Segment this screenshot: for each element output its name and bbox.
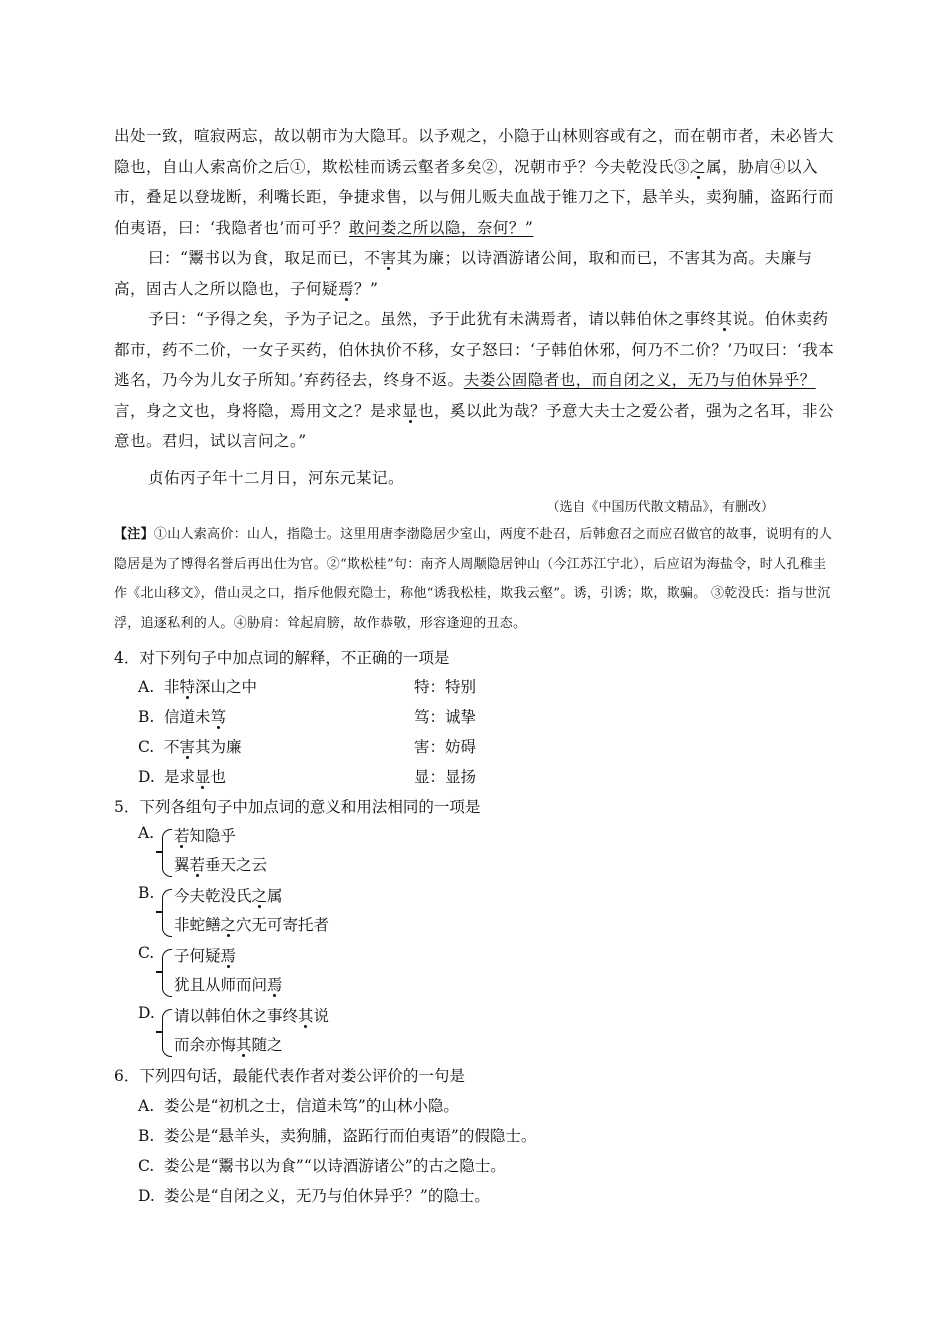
annotation-notes <box>114 520 839 638</box>
emphasis-char: 显 <box>402 401 419 420</box>
q5-option-b-line2: 非蛇鳝之穴无可寄托者 <box>174 916 330 934</box>
q4-option-b: B. 信道未笃 <box>138 708 227 726</box>
q6-option-b: B. 娄公是“悬羊头，卖狗脯，盗跖行而伯夷语”的假隐士。 <box>138 1127 537 1145</box>
q5-option-a-line2: 翼若垂天之云 <box>174 856 268 874</box>
q6-option-d: D. 娄公是“自闭之义，无乃与伯休异乎？”的隐士。 <box>138 1187 490 1205</box>
note-text: ①山人索高价：山人，指隐士。这里用唐李渤隐居少室山，两度不赴召，后韩愈召之而应召做官的故事，说明有的人隐居是为了博得名誉后再出仕为官。②“欺松桂”句：南齐人周颙隐居钟山（今江苏江宁北），后应诏为海盐令，时人孔稚圭作《北山移文》，借山灵之口，指斥他假充隐士，称他“诱我松桂，欺我云壑”。诱，引诱；欺，欺骗。 ③乾没氏：指与世沉浮，追逐私利的人。④胁肩：耸起肩膀，故作恭敬，形容逢迎的丑态。 <box>114 527 833 631</box>
question-4-stem: 4．对下列句子中加点词的解释，不正确的一项是 <box>114 649 450 667</box>
q4-option-d: D. 是求显也 <box>138 768 227 786</box>
brace-icon <box>162 1009 172 1057</box>
underlined-sentence: 夫娄公固隐者也，而自闭之义，无乃与伯休异乎？ <box>463 371 816 389</box>
q5-option-a-line1: 若知隐乎 <box>174 827 237 845</box>
q4-option-c: C. 不害其为廉 <box>138 738 242 756</box>
q5-option-d-line2: 而余亦悔其随之 <box>174 1036 283 1054</box>
passage-text: 言，身之文也，身将隐，焉用文之？是求 <box>114 401 403 420</box>
q5-option-c-letter: C. <box>138 944 155 962</box>
q5-option-b-letter: B. <box>138 884 155 902</box>
note-tag: 【注】 <box>114 527 154 542</box>
q6-option-c: C. 娄公是“鬻书以为食”“以诗酒游诸公”的古之隐士。 <box>138 1157 506 1175</box>
brace-icon <box>162 829 172 877</box>
passage-text: 予曰：“予得之矣，予为子记之。虽然，予于此犹有未满焉者，请以韩伯休之事终 <box>148 310 717 328</box>
emphasis-char: 害 <box>380 249 397 267</box>
q5-option-c-line2: 犹且从师而问焉 <box>174 976 283 994</box>
q4-option-a: A. 非特深山之中 <box>138 678 258 696</box>
source-citation: （选自《中国历代散文精品》，有删改） <box>546 500 774 515</box>
q4-option-a-gloss: 特：特别 <box>414 678 477 696</box>
q5-option-b-line1: 今夫乾没氏之属 <box>174 887 283 905</box>
q5-option-d-line1: 请以韩伯休之事终其说 <box>174 1007 330 1025</box>
passage-text: ？” <box>354 279 379 298</box>
passage-text: 曰：“鬻书以为食，取足而已，不 <box>148 249 381 267</box>
passage-paragraph-2 <box>114 243 839 304</box>
question-5-stem: 5．下列各组句子中加点词的意义和用法相同的一项是 <box>114 798 481 816</box>
q5-option-d-letter: D. <box>138 1004 155 1022</box>
emphasis-char: 其 <box>716 310 733 328</box>
q4-option-c-gloss: 害：妨碍 <box>414 738 477 756</box>
underlined-sentence: 敢问娄之所以隐，奈何？” <box>348 218 534 237</box>
passage-text: 其为廉；以诗酒游诸公间，取和而已，不害其为高。夫廉与高，固古人之所以隐也，子何疑 <box>114 249 813 298</box>
emphasis-char: 焉 <box>338 279 355 298</box>
passage-paragraph-1 <box>114 121 839 243</box>
q5-option-a-letter: A. <box>138 824 155 842</box>
q6-option-a: A. 娄公是“初机之士，信道未笃”的山林小隐。 <box>138 1097 459 1115</box>
passage-text: 说。伯休卖药都市，药不二价，一女子买药，伯休执价不移，女子怒曰：‘子韩伯休邪，何乃不二价？’乃叹曰：‘我本逃名，乃今为儿女子所知。’弃药径去，终身不返。 <box>114 310 835 389</box>
brace-icon <box>162 949 172 997</box>
q4-option-d-gloss: 显：显扬 <box>414 768 477 786</box>
passage-text: 属，胁肩④以入市，叠足以登垅断，利嘴长距，争捷求售，以与佣儿贩夫血战于锥刀之下，悬羊头，卖狗脯，盗跖行而伯夷语，曰：‘我隐者也’而可乎？ <box>114 157 835 237</box>
passage-paragraph-3 <box>114 304 839 457</box>
q4-option-b-gloss: 笃：诚挚 <box>414 708 477 726</box>
passage-text: 出处一致，喧寂两忘，故以朝市为大隐耳。以予观之，小隐于山林则容或有之，而在朝市者，未必皆大隐也，自山人索高价之后①，欺松桂而诱云壑者多矣②，况朝市乎？今夫乾没氏③ <box>114 127 835 176</box>
question-6-stem: 6．下列四句话，最能代表作者对娄公评价的一句是 <box>114 1067 465 1085</box>
passage-signature: 贞佑丙子年十二月日，河东元某记。 <box>148 469 405 487</box>
passage-text: 也，奚以此为哉？予意大夫士之爱公者，强为之名耳，非公意也。君归，试以言问之。” <box>114 401 835 450</box>
emphasis-char: 之 <box>690 157 707 176</box>
brace-icon <box>162 889 172 937</box>
q5-option-c-line1: 子何疑焉 <box>174 947 237 965</box>
